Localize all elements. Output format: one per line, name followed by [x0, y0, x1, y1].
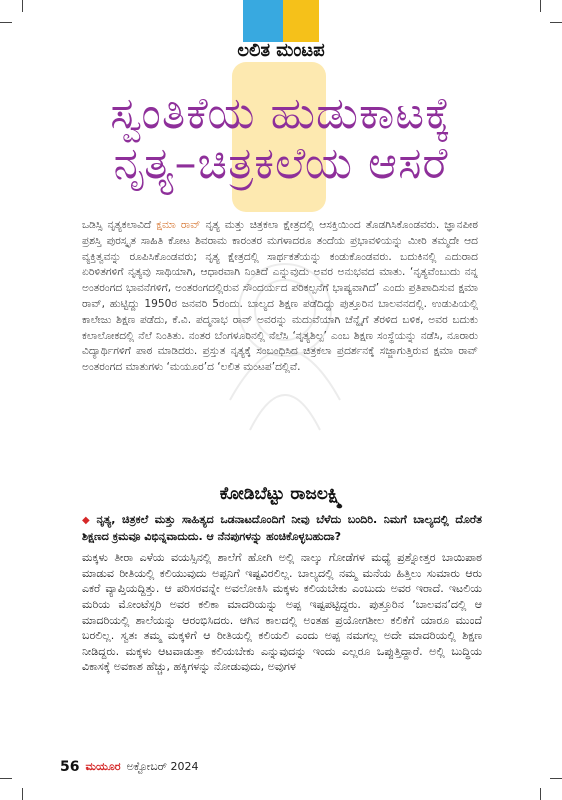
intro-text-rest: ನೃತ್ಯ ಮತ್ತು ಚಿತ್ರಕಲಾ ಕ್ಷೇತ್ರದಲ್ಲಿ ಆಸಕ್ತಿಯಿಂದ ತೊಡಗಿಸಿಕೊಂಡವರು. ಜ್ಞಾನಪೀಠ ಪ್ರಶಸ್ತಿ ಪುರಸ್ಕೃತ ಸಾಹಿತಿ ಕೋಟ ಶಿವರಾಮ ಕಾರಂತರ ಮಗಳಾದರೂ ತಂದೆಯ ಪ್ರಭಾವಳಿಯನ್ನು ಮೀರಿ ತಮ್ಮದೇ ಆದ ವ್ಯಕ್ತಿತ್ವವನ್ನು ರೂಪಿಸಿಕೊಂಡವರು; ನೃತ್ಯ ಕ್ಷೇತ್ರದಲ್ಲಿ ಸಾರ್ಥಕತೆಯನ್ನು ಕಂಡುಕೊಂಡವರು. ಬದುಕಿನಲ್ಲಿ ಎದುರಾದ ಏರಿಳಿತಗಳಿಗೆ ನೃತ್ಯವು ಸಾಥಿಯಾಗಿ, ಆಧಾರವಾಗಿ ನಿಂತಿದೆ ಎನ್ನುವುದು ಅವರ ಅನುಭವದ ಮಾತು. ‘ನೃತ್ಯವೆಂಬುದು ನನ್ನ ಅಂತರಂಗದ ಭಾವನೆಗಳಿಗೆ, ಅಂತರಂಗದಲ್ಲಿರುವ ಸೌಂದರ್ಯದ ಪರಿಕಲ್ಪನೆಗೆ ಭಾಷ್ಯವಾಗಿದೆ’ ಎಂದು ಪ್ರತಿಪಾದಿಸುವ ಕ್ಷಮಾ ರಾವ್, ಹುಟ್ಟಿದ್ದು 1950ರ ಜನವರಿ 5ರಂದು. ಬಾಲ್ಯದ ಶಿಕ್ಷಣ ಪಡೆದಿದ್ದು ಪುತ್ತೂರಿನ ಬಾಲವನದಲ್ಲಿ. ಉಡುಪಿಯಲ್ಲಿ ಕಾಲೇಜು ಶಿಕ್ಷಣ ಪಡೆದು, ಕೆ.ವಿ. ಪದ್ಮನಾಭ ರಾವ್ ಅವರನ್ನು ಮದುವೆಯಾಗಿ ಚೆನ್ನೈಗೆ ತೆರಳಿದ ಬಳಿಕ, ಅವರ ಬದುಕು ಕಲಾಲೋಕದಲ್ಲಿ ನೆಲೆ ನಿಂತಿತು. ನಂತರ ಬೆಂಗಳೂರಿನಲ್ಲಿ ನೆಲೆಸಿ ‘ನೃತ್ಯಶಿಲ್ಪ’ ಎಂಬ ಶಿಕ್ಷಣ ಸಂಸ್ಥೆಯನ್ನು ನಡೆಸಿ, ನೂರಾರು ವಿದ್ಯಾರ್ಥಿಗಳಿಗೆ ಪಾಠ ಮಾಡಿದರು. ಪ್ರಸ್ತುತ ನೃತ್ಯಕ್ಕೆ ಸಂಬಂಧಿಸಿದ ಚಿತ್ರಕಲಾ ಪ್ರದರ್ಶನಕ್ಕೆ ಸಜ್ಜಾಗುತ್ತಿರುವ ಕ್ಷಮಾ ರಾವ್ ಅಂತರಂಗದ ಮಾತುಗಳು ‘ಮಯೂರ’ದ ‘ಲಲಿತ ಮಂಟಪ’ದಲ್ಲಿವೆ.	[82, 219, 478, 374]
crop-mark	[540, 0, 541, 12]
interview-answer: ಮಕ್ಕಳು ತೀರಾ ಎಳೆಯ ವಯಸ್ಸಿನಲ್ಲಿ ಶಾಲೆಗೆ ಹೋಗಿ ಅಲ್ಲಿ ನಾಲ್ಕು ಗೋಡೆಗಳ ಮಧ್ಯೆ ಪ್ರಶ್ನೋತ್ತರ ಬಾಯಿಪಾಠ ಮಾಡುವ ರೀತಿಯಲ್ಲಿ ಕಲಿಯುವುದು ಅಪ್ಪನಿಗೆ ಇಷ್ಟವಿರಲಿಲ್ಲ. ಬಾಲ್ಯದಲ್ಲಿ ನಮ್ಮ ಮನೆಯ ಹಿತ್ತಿಲು ಸುಮಾರು ಆರು ಎಕರೆ ವ್ಯಾಪ್ತಿಯದ್ದಿತ್ತು. ಆ ಪರಿಸರವನ್ನೇ ಅವಲೋಕಿಸಿ ಮಕ್ಕಳು ಕಲಿಯಬೇಕು ಎಂಬುದು ಅವರ ಇರಾದೆ. ಇಟಲಿಯ ಮರಿಯ ಮೋಂಟೆಸ್ಸರಿ ಅವರ ಕಲಿಕಾ ಮಾದರಿಯನ್ನು ಅಪ್ಪ ಇಷ್ಟಪಟ್ಟಿದ್ದರು. ಪುತ್ತೂರಿನ ‘ಬಾಲವನ’ದಲ್ಲಿ ಆ ಮಾದರಿಯಲ್ಲಿ ಶಾಲೆಯನ್ನು ಆರಂಭಿಸಿದರು. ಆಗಿನ ಕಾಲದಲ್ಲಿ ಅಂತಹ ಪ್ರಯೋಗಶೀಲ ಕಲಿಕೆಗೆ ಯಾರೂ ಮುಂದೆ ಬರಲಿಲ್ಲ. ಸ್ವತಃ ತಮ್ಮ ಮಕ್ಕಳಿಗೆ ಆ ರೀತಿಯಲ್ಲಿ ಕಲಿಯಲಿ ಎಂದು ಅಪ್ಪ ನಮಗಲ್ಲ ಅದೇ ಮಾದರಿಯಲ್ಲಿ ಶಿಕ್ಷಣ ನೀಡಿದ್ದರು. ಮಕ್ಕಳು ಆಟವಾಡುತ್ತಾ ಕಲಿಯಬೇಕು ಎನ್ನುವುದನ್ನು ಇಂದು ಎಲ್ಲರೂ ಒಪ್ಪುತ್ತಿದ್ದಾರೆ. ಅಲ್ಲಿ ಬುದ್ಧಿಯ ವಿಕಾಸಕ್ಕೆ ಅವಕಾಶ ಹೆಚ್ಚು, ಹಕ್ಕಿಗಳನ್ನು ನೋಡುವುದು, ಅವುಗಳ	[82, 551, 482, 674]
intro-paragraph	[82, 218, 478, 376]
page-footer	[60, 758, 199, 776]
interview-question	[82, 512, 482, 544]
page-title-line-1: ಸ್ವಂತಿಕೆಯ ಹುಡುಕಾಟಕ್ಕೆ	[110, 88, 452, 139]
page-number: 56	[60, 759, 80, 775]
issue-date: ಅಕ್ಟೋಬರ್ 2024	[126, 760, 199, 773]
crop-mark	[0, 778, 12, 779]
magazine-logo: ಮಯೂರ	[85, 760, 121, 773]
crop-mark	[22, 788, 23, 800]
question-text: ನೃತ್ಯ, ಚಿತ್ರಕಲೆ ಮತ್ತು ಸಾಹಿತ್ಯದ ಒಡನಾಟದೊಂದಿಗೆ ನೀವು ಬೆಳೆದು ಬಂದಿರಿ. ನಿಮಗೆ ಬಾಲ್ಯದಲ್ಲಿ ದೊರೆತ ಶಿಕ್ಷಣದ ಕ್ರಮವೂ ವಿಭಿನ್ನವಾದುದು. ಆ ನೆನಪುಗಳನ್ನು ಹಂಚಿಕೊಳ್ಳಬಹುದಾ?	[82, 513, 482, 543]
author-byline: ಕೋಡಿಬೆಟ್ಟು ರಾಜಲಕ್ಷ್ಮಿ	[219, 484, 343, 504]
intro-text-start: ಒಡಿಸ್ಸಿ ನೃತ್ಯಕಲಾವಿದೆ	[82, 219, 157, 231]
diamond-bullet-icon: ◆	[82, 515, 93, 526]
section-color-band-yellow	[283, 0, 319, 42]
crop-mark	[0, 22, 12, 23]
interview-body	[82, 512, 482, 675]
artist-name: ಕ್ಷಮಾ ರಾವ್	[156, 219, 201, 231]
section-label: ಲಲಿತ ಮಂಟಪ	[237, 40, 325, 61]
crop-mark	[550, 22, 562, 23]
crop-mark	[540, 788, 541, 800]
crop-mark	[22, 0, 23, 12]
crop-mark	[550, 778, 562, 779]
section-color-band-blue	[243, 0, 283, 42]
page-title-line-2: ನೃತ್ಯ–ಚಿತ್ರಕಲೆಯ ಆಸರೆ	[113, 138, 449, 189]
